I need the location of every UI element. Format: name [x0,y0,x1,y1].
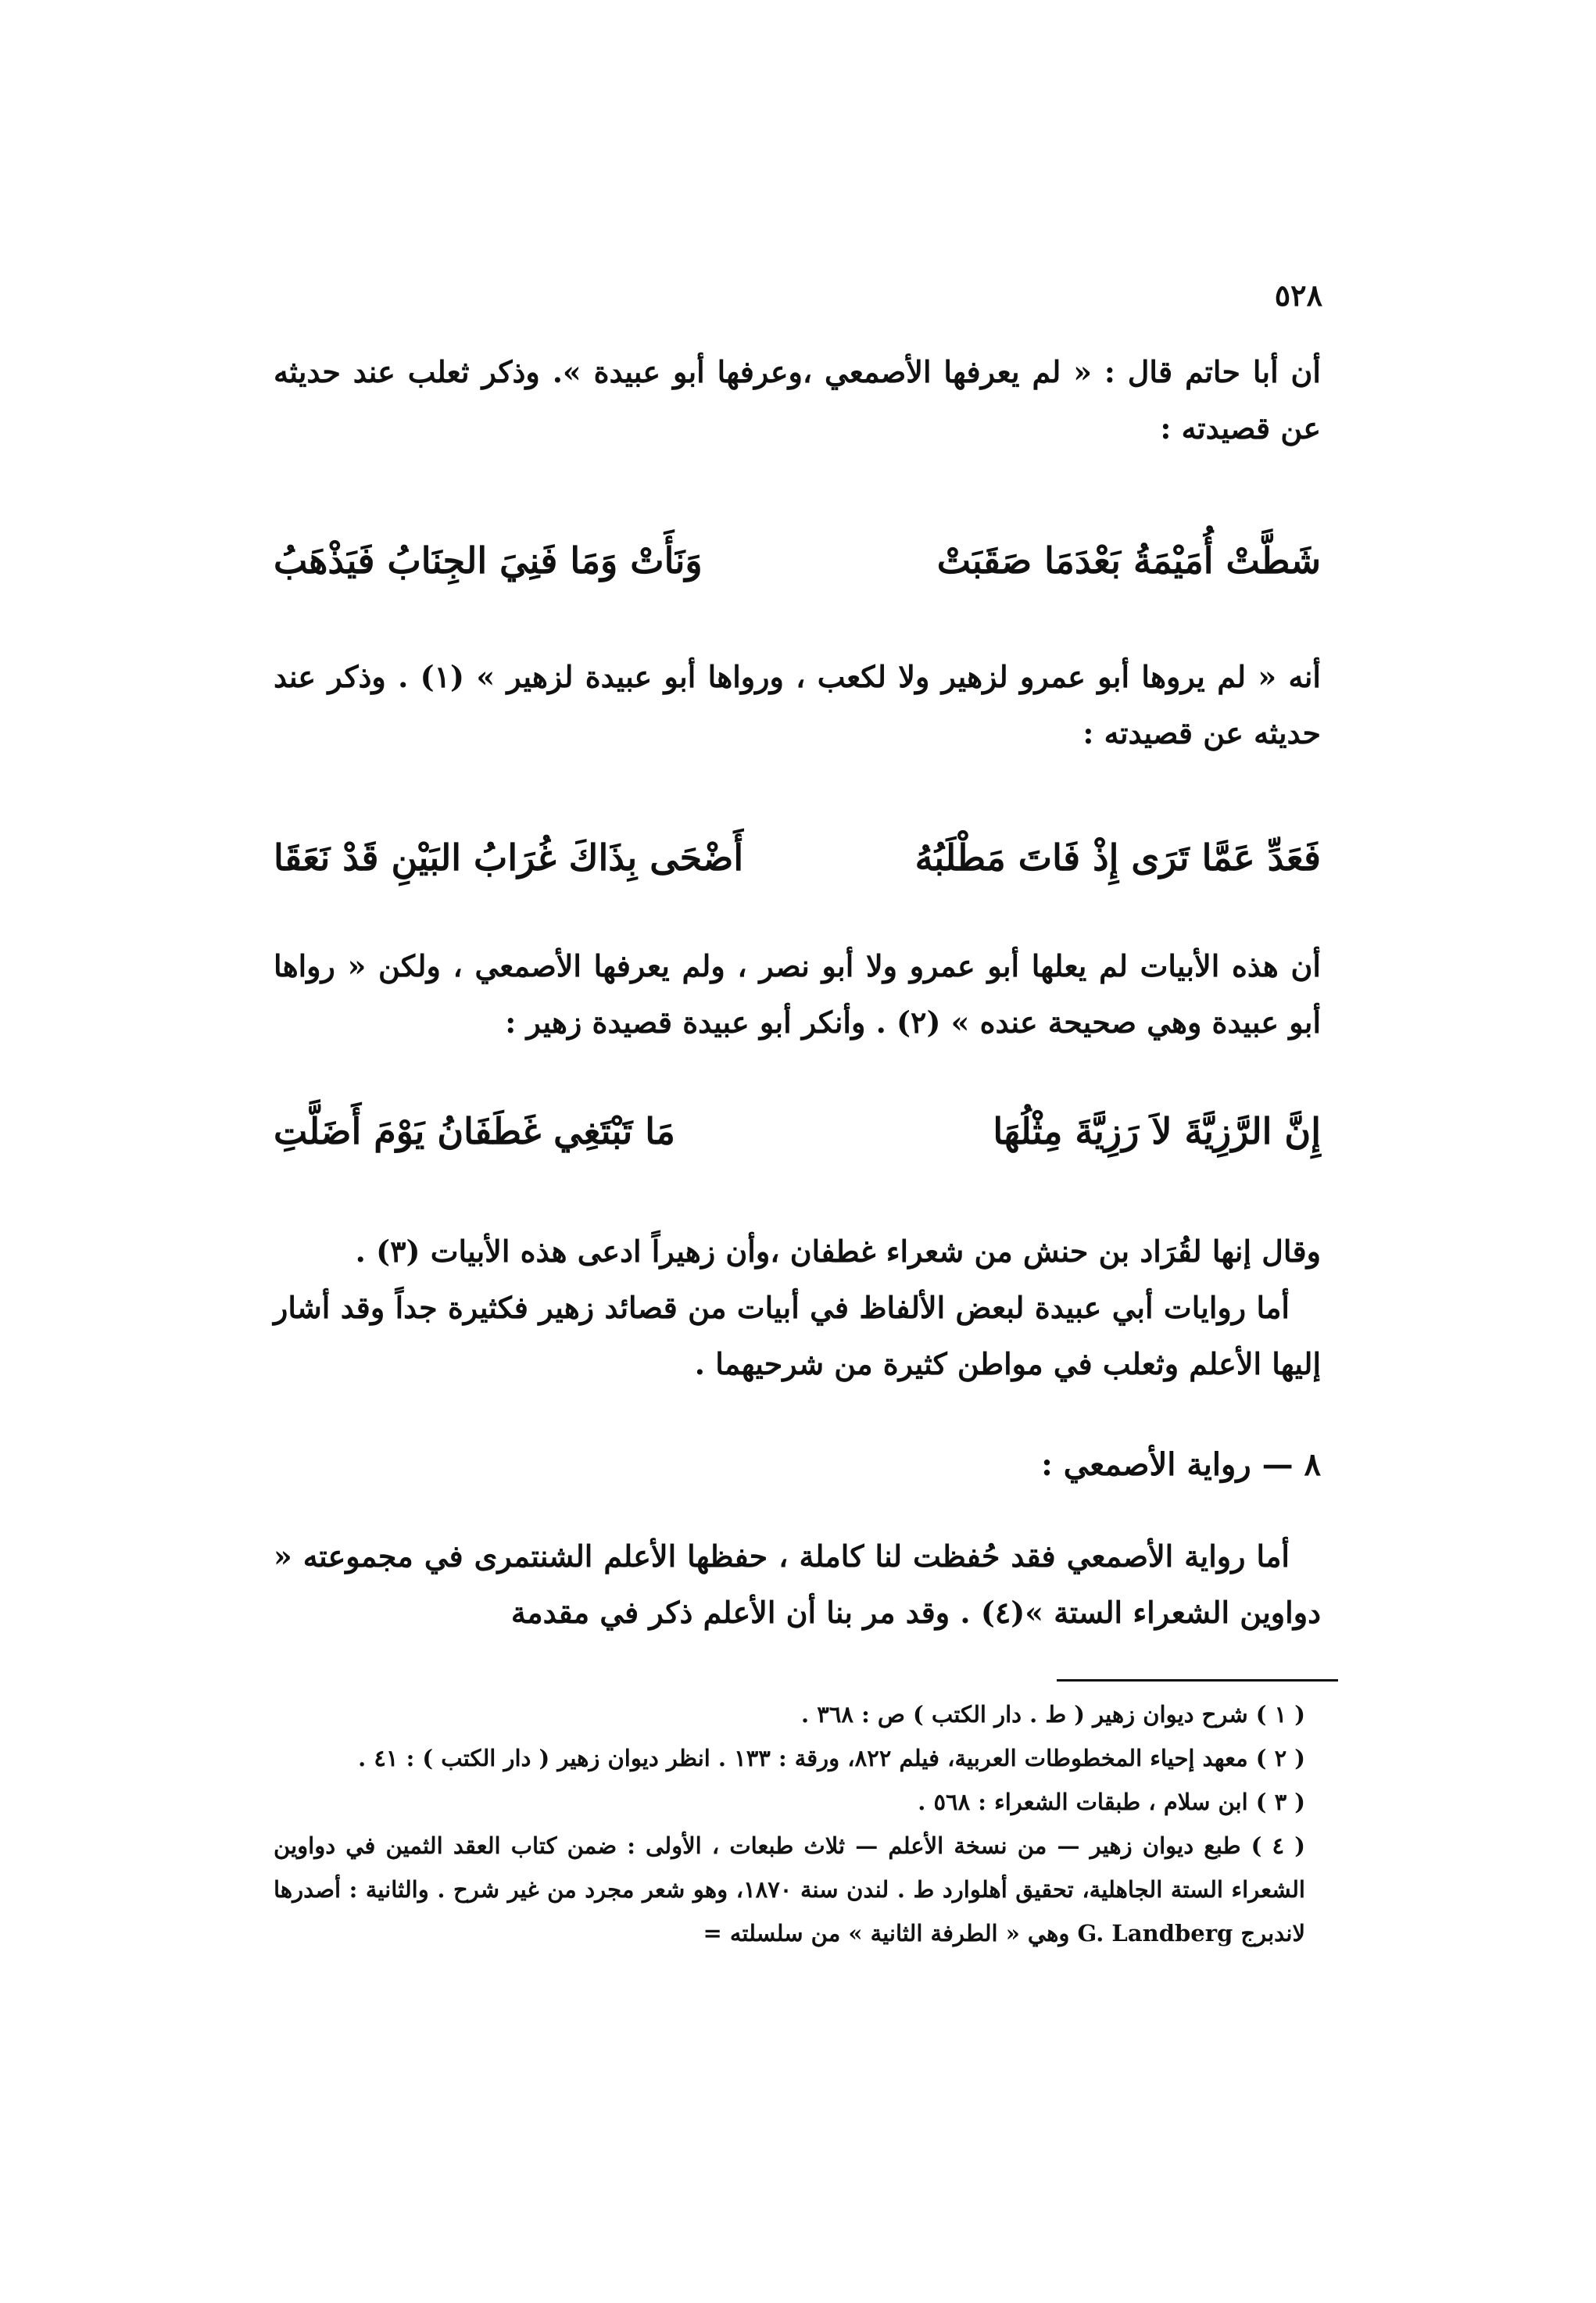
footnotes [274,1692,1337,1955]
page-number: ٥٢٨ [1274,278,1322,313]
footnote-4: ( ٤ ) طبع ديوان زهير — من نسخة الأعلم — ثلاث طبعات ، الأولى : ضمن كتاب العقد الثمين في دواوين الشعراء الستة الجاهلية، تحقيق أهلوارد ط . لندن سنة ١٨٧٠، وهو شعر مجرد من غير شرح . والثانية : أصدرها لاندبرج G. Landberg وهي « الطرفة الثانية » من سلسلته = [274,1832,1305,1947]
section-heading: ٨ — رواية الأصمعي : [1041,1446,1321,1483]
footnote-2: ( ٢ ) معهد إحياء المخطوطات العربية، فيلم ٨٢٢، ورقة : ١٣٣ . انظر ديوان زهير ( دار الكتب ) : ٤١ . [358,1745,1305,1771]
paragraph-3-block [274,938,1321,1051]
paragraph-6: أما رواية الأصمعي فقد حُفظت لنا كاملة ، حفظها الأعلم الشنتمرى في مجموعته « دواوين الشعراء الستة »(٤) . وقد مر بنا أن الأعلم ذكر في مقدمة [274,1538,1321,1630]
verse-1 [274,539,1321,582]
footnote-separator [1057,1679,1338,1682]
paragraph-2: أنه « لم يروها أبو عمرو لزهير ولا لكعب ، ورواها أبو عبيدة لزهير » (١) . وذكر عند حديثه عن قصيدته : [274,659,1321,750]
footnote-1: ( ١ ) شرح ديوان زهير ( ط . دار الكتب ) ص : ٣٦٨ . [801,1701,1305,1728]
paragraph-3: أن هذه الأبيات لم يعلها أبو عمرو ولا أبو نصر ، ولم يعرفها الأصمعي ، ولكن « رواها أبو عبيدة وهي صحيحة عنده » (٢) . وأنكر أبو عبيدة قصيدة زهير : [274,948,1321,1040]
verse-3 [274,1110,1321,1152]
paragraph-1: أن أبا حاتم قال : « لم يعرفها الأصمعي ،وعرفها أبو عبيدة ». وذكر ثعلب عند حديثه عن قصيدته : [274,354,1321,446]
verse-1-left-hemistich: وَنَأَتْ وَمَا فَنِيَ الجِنَابُ فَيَذْهَبُ [274,539,703,582]
verse-1-right-hemistich: شَطَّتْ أُمَيْمَةُ بَعْدَمَا صَقَبَتْ [936,539,1321,582]
paragraph-5: أما روايات أبي عبيدة لبعض الألفاظ في أبيات من قصائد زهير فكثيرة جداً وقد أشار إليها الأعلم وثعلب في مواطن كثيرة من شرحيهما . [274,1290,1321,1381]
paragraph-6-block [274,1528,1321,1641]
footnote-3: ( ٣ ) ابن سلام ، طبقات الشعراء : ٥٦٨ . [918,1789,1305,1815]
paragraph-2-block [274,649,1321,761]
paragraph-1-block [274,344,1321,457]
paragraph-4: وقال إنها لقُرَاد بن حنش من شعراء غطفان ،وأن زهيراً ادعى هذه الأبيات (٣) . [355,1234,1321,1269]
verse-3-right-hemistich: إِنَّ الرَّزِيَّةَ لاَ رَزِيَّةَ مِثْلُهَا [993,1110,1321,1152]
verse-2-right-hemistich: فَعَدِّ عَمَّا تَرَى إِذْ فَاتَ مَطْلَبُهُ [914,836,1321,879]
paragraph-4-block [274,1223,1321,1392]
verse-2-left-hemistich: أَضْحَى بِذَاكَ غُرَابُ البَيْنِ قَدْ نَعَقَا [274,836,744,879]
verse-2 [274,836,1321,879]
verse-3-left-hemistich: مَا تَبْتَغِي غَطَفَانُ يَوْمَ أَضَلَّتِ [274,1110,675,1152]
